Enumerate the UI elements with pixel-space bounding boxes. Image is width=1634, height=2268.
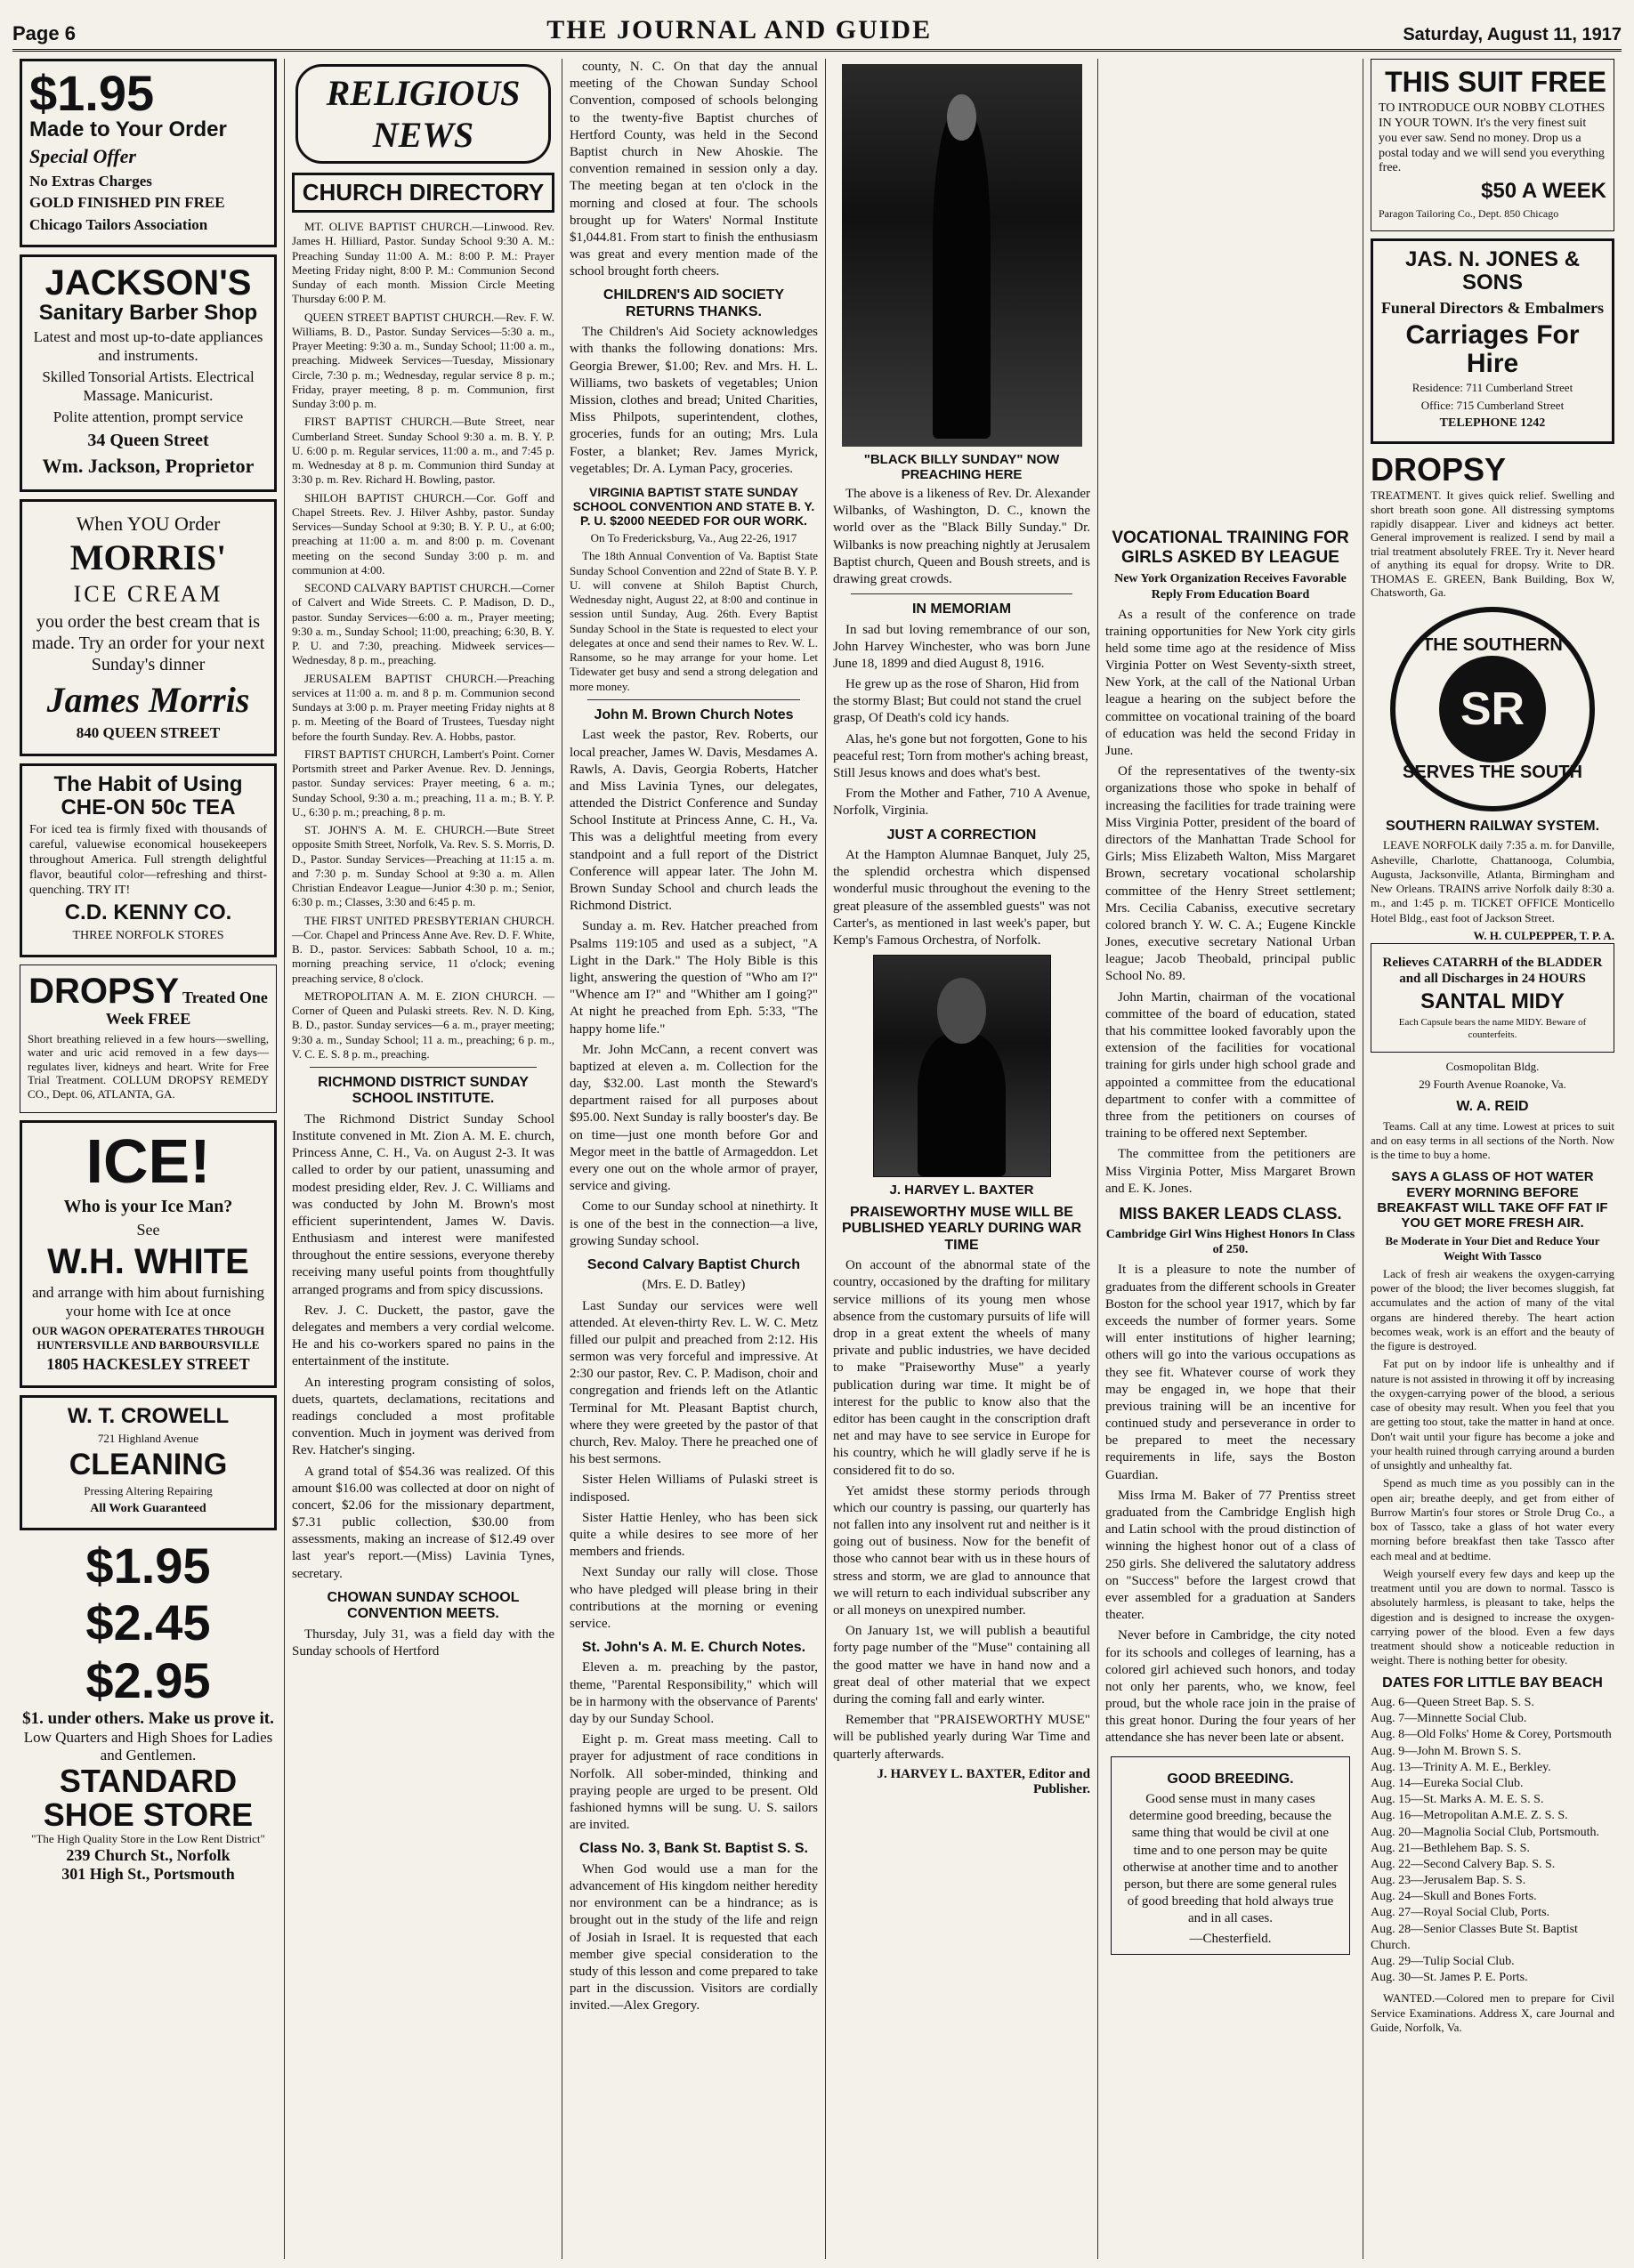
jones-name: JAS. N. JONES & SONS — [1404, 246, 1581, 295]
good-breeding-signature: —Chesterfield. — [1189, 1931, 1272, 1946]
free-suit-company: Paragon Tailoring Co., Dept. 850 Chicago — [1379, 206, 1559, 220]
reid-ad — [1371, 1060, 1614, 1163]
directory-entry: QUEEN STREET BAPTIST CHURCH.—Rev. F. W. Williams, B. D., Pastor. Sunday Services—5:30 a. m., Prayer Meeting: 9:30 a. m., Sunday School; 11:00 a. m., preaching. Midweek Services—Tuesday, Missionary Circle, 7:30 p. m.; Wednesday, regular service 8 p. m.; Friday, prayer meeting, 8 p. m. Communion, first Sunday 3:00 p. m. — [292, 310, 554, 410]
chowan-p1: Thursday, July 31, was a field day with the Sunday schools of Hertford — [292, 1626, 554, 1659]
stjohns-head: St. John's A. M. E. Church Notes. — [581, 1640, 806, 1656]
tassco-p4: Weigh yourself every few days and keep up the treatment until you are down to normal. Tassco is absolutely harmless, is pleasant to take, helps the digestion and is designed to increase the oxygen-carrying power of the blood. Even a few days treatment should show a noticeable reduction in weight. There is nothing better for obesity. — [1371, 1566, 1614, 1667]
vocational-p1: As a result of the conference on trade training opportunities for New York city girls held some time ago at the residence of Miss Virginia Potter on West Seventy-sixth street, New York, at the call of the National Urban league a hearing on the subject before the committee on vocational training of the board of education was held the second Friday in June. — [1105, 607, 1355, 758]
list-item: Aug. 8—Old Folks' Home & Corey, Portsmouth — [1371, 1728, 1612, 1742]
baxter-portrait — [873, 955, 1051, 1177]
jones-telephone: TELEPHONE 1242 — [1439, 416, 1546, 430]
ice-body: and arrange with him about furnishing your home with Ice at once — [31, 1284, 265, 1320]
brown-notes-p1: Last week the pastor, Rev. Roberts, our local preacher, James W. Davis, Mesdames A. Rawls, A. Davis, Georgia Roberts, Hatcher and Miss Lavinia Tynes, our delegates, attended the District Conference and Sunday School Institute at Princess Anne, C. H., Va. This was a delightful meeting from every standpoint and a full report of the District Conference will appear later. The John M. Brown Sunday School and church leads the Richmond District. — [570, 728, 818, 914]
directory-entry: MT. OLIVE BAPTIST CHURCH.—Linwood. Rev. James H. Hilliard, Pastor. Sunday School 9:30 A. M.: Preaching Sunday 11:00 A. M.: 8:00 P. M.: Prayer Meeting Friday night, 8:00 P. M.: Communion Second Sunday of each month. Mission Circle Meeting Thursday 6:00 P. M. — [292, 220, 554, 306]
jones-office: Office: 715 Cumberland Street — [1420, 398, 1565, 412]
list-item: Aug. 7—Minnette Social Club. — [1371, 1712, 1527, 1726]
dropsy-right-body: TREATMENT. It gives quick relief. Swelling and short breath soon gone. All distressing symptoms rapidly disappear. Liver and kidneys act better. General improvement is realized. I send by mail a trial treatment absolutely FREE. Try it. Never heard of anything its equal for dropsy. Write to DR. THOMAS E. GREEN, Bank Building, Box W, Chatsworth, Ga. — [1371, 488, 1614, 600]
wanted-ad: WANTED.—Colored men to prepare for Civil Service Examinations. Address X, care Journal and Guide, Norfolk, Va. — [1371, 1991, 1614, 2034]
photo-overflow-space — [1105, 59, 1355, 521]
crowell-name: W. T. CROWELL — [67, 1403, 230, 1428]
tassco-head: SAYS A GLASS OF HOT WATER EVERY MORNING BEFORE BREAKFAST WILL TAKE OFF FAT IF YOU GET MORE FRESH AIR. — [1377, 1169, 1608, 1231]
tassco-sub: Be Moderate in Your Diet and Reduce Your Weight With Tassco — [1385, 1234, 1600, 1263]
morris-body: you order the best cream that is made. Try an order for your next Sunday's dinner — [31, 612, 265, 675]
shoe-price-2: $2.45 — [85, 1594, 211, 1651]
ice-see: See — [136, 1220, 160, 1239]
tailor-ad — [20, 59, 277, 247]
aid-society-head: CHILDREN'S AID SOCIETY RETURNS THANKS. — [603, 287, 785, 319]
muse-signature: J. HARVEY L. BAXTER, Editor and Publisher. — [877, 1766, 1090, 1796]
list-item: Aug. 9—John M. Brown S. S. — [1371, 1744, 1522, 1758]
column-1-ads — [12, 59, 285, 2259]
morris-address: 840 QUEEN STREET — [76, 724, 221, 742]
brown-notes-p4: Come to our Sunday school at ninethirty. It is one of the best in the connection—a live, growing Sunday school. — [570, 1199, 818, 1248]
list-item: Aug. 29—Tulip Social Club. — [1371, 1955, 1515, 1968]
billy-sunday-caption: "BLACK BILLY SUNDAY" NOW PREACHING HERE — [863, 452, 1060, 482]
memoriam-signature: From the Mother and Father, 710 A Avenue, Norfolk, Virginia. — [833, 787, 1090, 819]
morris-signature: James Morris — [46, 680, 250, 721]
southern-body: LEAVE NORFOLK daily 7:35 a. m. for Danville, Asheville, Charlotte, Chattanooga, Columbia, Augusta, Jacksonville, Atlanta, Birmingham and New Orleans. TRAINS arrive Norfolk daily 8:30 a. m., and 1:45 p. m. TICKET OFFICE Monticello Hotel Bldg., east foot of Jackson Street. — [1371, 838, 1614, 924]
beach-dates-list — [1371, 1695, 1614, 1986]
directory-entry: ST. JOHN'S A. M. E. CHURCH.—Bute Street opposite Smith Street, Norfolk, Va. Rev. S. S. Morris, D. D., Pastor. Sunday Services—Preaching at 11:15 a. m. and 7:30 p. m. Sunday School at 9:30 a. m. Allen Christian Endeavor League—Junior 4:30 p. m.; Senior, 6:30 p. m.; Classes, 3:30 and 6:45 p. m. — [292, 823, 554, 909]
richmond-p2: Rev. J. C. Duckett, the pastor, gave the delegates and members a very cordial welcome. He and his co-workers spared no pains in the entertainment of the institute. — [292, 1303, 554, 1369]
southern-logo-mark: SR — [1439, 656, 1546, 763]
reid-building: Cosmopolitan Bldg. — [1445, 1059, 1540, 1073]
page-number: Page 6 — [12, 22, 76, 44]
directory-entry: FIRST BAPTIST CHURCH, Lambert's Point. Corner Portsmith street and Parker Avenue. Rev. D. Jennings, pastor. Sunday services: Prayer meeting, 6 a. m.; Sunday School, 9:30 a. m.; preaching, 11 a. m.; B. Y. P. U., 6:30 p. m.; preaching, 8 p. m. — [292, 747, 554, 819]
good-breeding-p1: Good sense must in many cases determine good breeding, because the same thing that would be civil at one time and to one person may be quite otherwise at another time and to another person, but there are some general rules of good breeding that hold always true and in all cases. — [1122, 1792, 1339, 1926]
calvary-p1: Last Sunday our services were well attended. At eleven-thirty Rev. L. W. C. Metz filled our pulpit and preached from 2:12. His sermon was very forceful and impressive. At 2:30 our pastor, Rev. C. P. Madison, choir and congregation and friends left on the Atlantic Terminal for Mt. Pleasant Baptist church, where they were greeted by the pastor of that church, Rev. Maloy. There he preached one of his best sermons. — [570, 1298, 818, 1467]
church-directory-list — [292, 220, 554, 1061]
ice-name: W.H. WHITE — [47, 1242, 249, 1282]
brown-notes-p3: Mr. John McCann, a recent convert was baptized at eleven a. m. Collection for the day, $32.00. Last month the Steward's department raised for all purposes about $95.00. Next Sunday is rally booster's day. Be on time—just one month before Gor and Megor meet in the battle of Armageddon. Let every one out on the whole armor of prayer, service and giving. — [570, 1042, 818, 1194]
virginia-convention-head: VIRGINIA BAPTIST STATE SUNDAY SCHOOL CONVENTION AND STATE B. Y. P. U. $2000 NEEDED FOR OUR WORK. — [572, 484, 815, 529]
vocational-p3: John Martin, chairman of the vocational committee of the board of education, stated that his committee looked favorably upon the extension of the facilities for vocational training for girls under high school grade and appointed a committee from the educational department to confer with a committee of three from the petitioners on courses of training to be offered next September. — [1105, 989, 1355, 1142]
list-item: Aug. 27—Royal Social Club, Ports. — [1371, 1906, 1550, 1920]
southern-agent: W. H. CULPEPPER, T. P. A. — [1473, 928, 1614, 942]
column-3 — [562, 59, 826, 2259]
class-p1: When God would use a man for the advancement of His kingdom neither heredity nor environment can be a hindrance; as is brought out in the study of the life and reign of Josiah in Israel. It is requested that each member give special consideration to the study of this lesson and come prepared to take part in the discussion. Visitors are cordially invited.—Alex Gregory. — [570, 1861, 818, 2014]
list-item: Aug. 13—Trinity A. M. E., Berkley. — [1371, 1760, 1551, 1774]
virginia-convention-p1: The 18th Annual Convention of Va. Baptist State Sunday School Convention and 22nd of State B. Y. P. U. will convene at Shiloh Baptist Church, Wednesday night, August 22, at 8:00 and continue in session until Sunday, Aug. 26th. Every Baptist Sunday School in the State is requested to elect your delegates at once and send their names to Rev. W. L. Ransome, so he may arrange for your home. Let Tidewater get busy and send a strong delegation and more money. — [570, 549, 818, 693]
calvary-p4: Next Sunday our rally will close. Those who have pledged will please bring in their contributions at the morning or evening service. — [570, 1565, 818, 1631]
directory-entry: METROPOLITAN A. M. E. ZION CHURCH. —Corner of Queen and Pulaski streets. Rev. N. D. King, B. D., pastor. Sunday services—6 a. m., prayer meeting; 9:30 a. m., Sunday School; 11 a. m., preaching; 6 p. m., V. C. E. S. 8 p. m., preaching. — [292, 989, 554, 1061]
billy-sunday-photo — [842, 64, 1082, 447]
beach-dates-head: DATES FOR LITTLE BAY BEACH — [1382, 1675, 1603, 1691]
stjohns-p2: Eight p. m. Great mass meeting. Call to prayer for adjustment of race conditions in Norfolk. All sober-minded, thinking and praying people are urged to be present. Old fashioned hymns will be sung. U. S. sailors are invited. — [570, 1732, 818, 1833]
good-breeding-box — [1111, 1756, 1350, 1955]
jones-residence: Residence: 711 Cumberland Street — [1412, 381, 1573, 395]
morris-ice-cream-ad — [20, 499, 277, 756]
free-suit-week: $50 A WEEK — [1481, 179, 1606, 204]
crowell-guarantee: All Work Guaranteed — [90, 1502, 206, 1515]
divider — [310, 1067, 537, 1068]
shoe-tag: "The High Quality Store in the Low Rent District" — [31, 1831, 265, 1845]
muse-p2: Yet amidst these stormy periods through which our country is passing, our quarterly has not fallen into any insolvent rut and neither is it going out of business. Now for the benefit of those who cannot bear with us in these hours of stress and storm, we are glad to announce that we will return to each individual subscriber any or all moneys on unexpired number. — [833, 1483, 1090, 1618]
crowell-cleaning-ad — [20, 1395, 277, 1530]
directory-entry: THE FIRST UNITED PRESBYTERIAN CHURCH.—Cor. Chapel and Princess Anne Ave. Rev. D. F. White, B. D., pastor. Services: Sabbath School, 10 a. m.; morning preaching service, 11 o'clock; evening preaching service, 8 o'clock. — [292, 913, 554, 985]
list-item: Aug. 23—Jerusalem Bap. S. S. — [1371, 1874, 1526, 1888]
list-item: Aug. 14—Eureka Social Club. — [1371, 1776, 1524, 1790]
list-item: Aug. 28—Senior Classes Bute St. Baptist Church. — [1371, 1922, 1578, 1952]
virginia-convention-sub: On To Fredericksburg, Va., Aug 22-26, 1917 — [590, 531, 797, 545]
jackson-line-3: Polite attention, prompt service — [53, 408, 244, 425]
church-directory-head: CHURCH DIRECTORY — [292, 173, 554, 213]
masthead — [12, 9, 1622, 52]
tailor-pin: GOLD FINISHED PIN FREE — [29, 194, 225, 212]
ice-question: Who is your Ice Man? — [63, 1196, 233, 1216]
list-item: Aug. 24—Skull and Bones Forts. — [1371, 1890, 1537, 1904]
richmond-p3: An interesting program consisting of solos, duets, quartets, declamations, recitations and readings concluded a most profitable convention. Much in joyment was derived from Rev. Hatcher's singing. — [292, 1375, 554, 1458]
tassco-p1: Lack of fresh air weakens the oxygen-carrying power of the blood; the liver becomes sluggish, fat accumulates and the action of many of the vital organs are hindered thereby. The heart action becomes weak, work is an effort and the beauty of the figure is destroyed. — [1371, 1266, 1614, 1353]
tea-stores: THREE NORFOLK STORES — [72, 928, 224, 942]
tailor-offer: Special Offer — [29, 145, 136, 168]
tea-ad — [20, 763, 277, 957]
calvary-p3: Sister Hattie Henley, who has been sick quite a while desires to see more of her members and friends. — [570, 1510, 818, 1560]
jackson-line-1: Latest and most up-to-date appliances and instruments. — [33, 328, 263, 364]
dropsy-ad-left — [20, 965, 277, 1113]
baker-p1: It is a pleasure to note the number of graduates from the different schools in Greater Boston for the school year 1917, which by far exceeds the number of former years. Some will enter institutions of higher learning; others will go into the various occupations as they see fit. Whatever course of work they may be engaged in, we hope that their previous training will be an incentive for continued study and perseverance in order to be prepared to meet the necessary requirements in life, says the Boston Guardian. — [1105, 1263, 1355, 1482]
shoe-address-2: 301 High St., Portsmouth — [61, 1864, 235, 1883]
jackson-proprietor: Wm. Jackson, Proprietor — [42, 455, 255, 478]
memoriam-verse-2: Alas, he's gone but not forgotten, Gone to his peaceful rest; Torn from mother's aching breast, Still Jesus knows and does what's best. — [833, 731, 1088, 781]
jackson-address: 34 Queen Street — [87, 431, 209, 451]
free-suit-body: TO INTRODUCE OUR NOBBY CLOTHES IN YOUR TOWN. It's the very finest suit you ever saw. Send no money. Drop us a postal today and we will send you everything free. — [1379, 101, 1606, 175]
dropsy-tag: Treated One Week FREE — [105, 988, 268, 1028]
jackson-barber-ad — [20, 254, 277, 492]
southern-logo-top: THE SOUTHERN — [1422, 635, 1563, 656]
chowan-head: CHOWAN SUNDAY SCHOOL CONVENTION MEETS. — [327, 1589, 520, 1622]
santal-midy-ad — [1371, 943, 1614, 1053]
southern-railway-logo — [1390, 607, 1595, 811]
free-suit-ad — [1371, 59, 1614, 231]
chowan-continued: county, N. C. On that day the annual meeting of the Chowan Sunday School Convention, composed of schools belonging to the twenty-five Baptist churches of Hertford County, was held in the Second Baptist church in New Ahoskie. The convention remained in session only a day. The meeting began at ten o'clock in the morning and closed at four. The schools brought up for Waters' Normal Institute $1,044.81. From start to finish the enthusiasm was great and every mention made of the school brought forth cheers. — [570, 60, 818, 279]
aid-society-p1: The Children's Aid Society acknowledges with thanks the following donations: Mrs. Georgia Brewer, $1.00; Rev. and Mrs. H. L. Williams, two baskets of vegetables; Union Mission, clothes and bread; United Charities, Miss Philpots, superintendent, clothes, groceries, funds for an outing; Mrs. Lula Foster, a blanket; Rev. James Myrick, vegetables; Dr. A. Lyman Pacy, groceries. — [570, 325, 818, 476]
list-item: Aug. 22—Second Calvery Bap. S. S. — [1371, 1857, 1556, 1871]
baker-p2: Miss Irma M. Baker of 77 Prentiss street graduated from the Cambridge English high and Latin school with the proud distinction of winning the highest honor out of a class of 250 girls. She delivered the salutatory address on "Success" before the largest crowd that ever assembled for a graduation at Sanders theater. — [1105, 1488, 1355, 1623]
richmond-head: RICHMOND DISTRICT SUNDAY SCHOOL INSTITUTE. — [318, 1075, 529, 1107]
correction-head: JUST A CORRECTION — [886, 827, 1037, 843]
shoe-store-ad — [20, 1538, 277, 1884]
crowell-services: Pressing Altering Repairing — [84, 1484, 213, 1498]
brown-notes-p2: Sunday a. m. Rev. Hatcher preached from Psalms 119:105 and used as a subject, "A Light in the Dark." The Holy Bible is this light, answering the question of "Who am I?" "Whence am I?" and "Whither am I going?" At night he preached from Eph. 5:33, "The happy home life." — [570, 919, 818, 1037]
directory-entry: JERUSALEM BAPTIST CHURCH.—Preaching services at 11:00 a. m. and 8 p. m. Communion second Sundays at 3:00 p. m. Prayer meeting Friday nights at 8 p. m. Meeting of the Board of Trustees, Tuesday night before the fourth Sunday. Rev. A. Hobbs, pastor. — [292, 671, 554, 743]
directory-entry: SECOND CALVARY BAPTIST CHURCH.—Corner of Calvert and Wide Streets. C. P. Madison, D. D., pastor. Sunday Services—6:00 a. m., Prayer meeting; 9:30 a. m., Sunday School; 11:00, preaching; 6:30, B. Y. P. U. and 7:30, preaching. Midweek services—Wednesday, 8 p. m., preaching. — [292, 581, 554, 667]
directory-entry: FIRST BAPTIST CHURCH.—Bute Street, near Cumberland Street. Sunday School 9:30 a. m. B. Y. P. U. 6:00 p. m. Regular services, 11:00 a. m., and 7:45 p. m. Wednesday at 8 p. m. Communion third Sunday at 3:30 p. m. Rev. Richard H. Bowling, pastor. — [292, 415, 554, 487]
muse-head: PRAISEWORTHY MUSE WILL BE PUBLISHED YEARLY DURING WAR TIME — [841, 1205, 1082, 1253]
jones-carriages: Carriages For Hire — [1405, 320, 1580, 378]
dropsy-ad-right — [1371, 451, 1614, 600]
column-5 — [1098, 59, 1363, 2259]
billy-sunday-text: The above is a likeness of Rev. Dr. Alexander Wilbanks, of Washington, D. C., known the world over as the "Black Billy Sunday." Dr. Wilbanks is now preaching nightly at Jerusalem Baptist church, Queen and Boush streets, and is drawing great crowds. — [833, 487, 1090, 586]
baker-sub: Cambridge Girl Wins Highest Honors In Class of 250. — [1105, 1227, 1355, 1257]
calvary-p2: Sister Helen Williams of Pulaski street is indisposed. — [570, 1473, 818, 1505]
muse-p1: On account of the abnormal state of the country, occasioned by the drafting for military service millions of its young men whose absence from the customary pursuits of life will drop in a great extent the wheels of many private and public industries, we have decided to make "Praiseworthy Muse" a yearly publication during war time. It might be of interest for the public to know also that the editor has been caught in the conscription draft net and may have to see service in Europe for his country, which he will gladly serve if he is considered fit to do so. — [833, 1258, 1090, 1478]
morris-lead: When YOU Order — [76, 512, 221, 535]
ice-head: ICE! — [85, 1126, 211, 1196]
tailor-association: Chicago Tailors Association — [29, 215, 208, 233]
free-suit-head: THIS SUIT FREE — [1385, 66, 1606, 98]
baker-head: MISS BAKER LEADS CLASS. — [1119, 1204, 1342, 1223]
shoe-store-name: STANDARD SHOE STORE — [43, 1762, 254, 1833]
tassco-p3: Spend as much time as you possibly can in the open air; breathe deeply, and get from either of Burrow Martin's four stores or Strole Drug Co., a box of Tassco, take a glass of hot water every morning before breakfast then take Tassco after each meal and at bedtime. — [1371, 1476, 1614, 1562]
correction-p1: At the Hampton Alumnae Banquet, July 25, the splendid orchestra which dispensed wonderful music throughout the evening to the great pleasure of the assembled guests" was not Carter's, as mentioned in last week's paper, but Kemp's Famous Orchestra, of Norfolk. — [833, 847, 1090, 948]
tailor-price: $1.95 — [29, 65, 155, 121]
column-6-ads — [1363, 59, 1622, 2259]
jackson-name: JACKSON'S — [44, 262, 252, 303]
richmond-p4: A grand total of $54.36 was realized. Of this amount $16.00 was collected at door on night of concert, $2.06 for the missionary department, $7.31 public collection, $30.00 from assessments, making an increase of $12.49 over last year's report.—(Miss) Lavinia Tynes, secretary. — [292, 1464, 554, 1581]
jones-funeral-ad — [1371, 238, 1614, 444]
muse-p4: Remember that "PRAISEWORTHY MUSE" will be published yearly during War Time and quarterly afterwards. — [833, 1713, 1090, 1762]
class-head: Class No. 3, Bank St. Baptist S. S. — [579, 1841, 808, 1857]
good-breeding-head: GOOD BREEDING. — [1167, 1771, 1294, 1787]
memoriam-head: IN MEMORIAM — [911, 601, 1012, 617]
memoriam-verse-1: He grew up as the rose of Sharon, Hid from the stormy Blast; But could not stand the cruel grasp, Of Death's cold icy hands. — [833, 677, 1082, 726]
column-4 — [826, 59, 1098, 2259]
tailor-extras: No Extras Charges — [29, 172, 152, 190]
dropsy-right-head: DROPSY — [1371, 451, 1507, 488]
southern-head: SOUTHERN RAILWAY SYSTEM. — [1385, 819, 1600, 835]
richmond-p1: The Richmond District Sunday School Institute convened in Mt. Zion A. M. E. church, Princess Anne, C. H., Va. on August 2-3. It was called to order by our patient, unassuming and modest presiding elder, Rev. J. C. Williams and was conducted by John M. Brown's most efficient superintendent, James W. Davis. Enthusiasm and interest were manifested throughout the entire sessions, everyone thereby receiving many useful points from thoughtfully arranged programs and from spicy discussions. — [292, 1111, 554, 1297]
brown-notes-head: John M. Brown Church Notes — [594, 706, 794, 722]
ice-ad — [20, 1120, 277, 1388]
tea-body: For iced tea is firmly fixed with thousands of careful, valuewise economical housekeepers throughout America. Full strength delightful flavor, beautiful color—refreshing and thirst-quenching. TRY IT! — [29, 823, 267, 897]
morris-name: MORRIS' — [69, 537, 227, 578]
newspaper-title: THE JOURNAL AND GUIDE — [546, 15, 933, 44]
ice-wagons: OUR WAGON OPERATERATES THROUGH HUNTERSVILLE AND BARBOURSVILLE — [32, 1323, 264, 1352]
calvary-byline: (Mrs. E. D. Batley) — [642, 1278, 746, 1293]
column-2-religious — [285, 59, 562, 2259]
vocational-head: VOCATIONAL TRAINING FOR GIRLS ASKED BY LEAGUE — [1112, 529, 1349, 567]
issue-date: Saturday, August 11, 1917 — [1403, 25, 1622, 44]
reid-address: 29 Fourth Avenue Roanoke, Va. — [1419, 1077, 1566, 1091]
santal-note: Each Capsule bears the name MIDY. Beware of counterfeits. — [1398, 1017, 1587, 1040]
jackson-sub: Sanitary Barber Shop — [38, 300, 258, 325]
stjohns-p1: Eleven a. m. preaching by the pastor, theme, "Parental Responsibility," which will be in harmony with the observance of Parents' day by our Sunday School. — [570, 1660, 818, 1727]
calvary-head: Second Calvary Baptist Church — [586, 1256, 801, 1272]
shoe-note: $1. under others. Make us prove it. — [22, 1708, 274, 1728]
jackson-line-2: Skilled Tonsorial Artists. Electrical Massage. Manicurist. — [42, 368, 255, 404]
tea-head: The Habit of Using CHE-ON 50c TEA — [53, 771, 243, 820]
vocational-p4: The committee from the petitioners are Miss Virginia Potter, Miss Margaret Brown and E. K. Jones. — [1105, 1147, 1355, 1196]
list-item: Aug. 21—Bethlehem Bap. S. S. — [1371, 1841, 1530, 1855]
list-item: Aug. 16—Metropolitan A.M.E. Z. S. S. — [1371, 1809, 1568, 1823]
morris-kind: ICE CREAM — [73, 581, 223, 608]
divider — [851, 593, 1072, 594]
tassco-p2: Fat put on by indoor life is unhealthy and if nature is not assisted in throwing it off by increasing the oxygen-carrying power of the blood, a serious case of obesity may result. When you feel that you are getting too stout, take the matter in hand at once. Don't wait until your figure has become a joke and your health ruined through carrying around a burden of unsightly and unhealthy fat. — [1371, 1357, 1614, 1473]
baxter-caption: J. HARVEY L. BAXTER — [889, 1182, 1034, 1199]
divider — [587, 699, 800, 700]
santal-head: Relieves CATARRH of the BLADDER and all Discharges in 24 HOURS — [1382, 955, 1603, 986]
memoriam-p1: In sad but loving remembrance of our son, John Harvey Winchester, who was born June June 18, 1899 and died August 8, 1916. — [833, 622, 1090, 671]
shoe-address-1: 239 Church St., Norfolk — [66, 1845, 231, 1864]
shoe-line: Low Quarters and High Shoes for Ladies and Gentlemen. — [23, 1728, 273, 1764]
dropsy-body: Short breathing relieved in a few hours—swelling, water and uric acid removed in a few days—regulates liver, kidneys and heart. Write for Free Trial Treatment. COLLUM DROPSY REMEDY CO., Dept. 06, ATLANTA, GA. — [28, 1031, 269, 1101]
muse-p3: On January 1st, we will publish a beautiful forty page number of the "Muse" containing all the good matter we have in hand now and a great deal of other material that we expect during the coming fall and early winter. — [833, 1624, 1090, 1707]
vocational-p2: Of the representatives of the twenty-six organizations those who spoke in behalf of increasing the facilities for trade training were Miss Virginia Potter, president of the board of directors of the Manhattan Trade School for Girls; Miss Elizabeth Walton, Miss Margaret Brown, secretary vocational scholarship committee of the Henry Street settlement; Mrs. Cecilia Cabaniss, executive secretary colored branch Y. W. C. A.; Eugene Kinckle Jones, executive secretary National Urban league; Jacob Theobald, principal public School No. 89. — [1105, 764, 1355, 984]
list-item: Aug. 15—St. Marks A. M. E. S. S. — [1371, 1793, 1544, 1807]
crowell-cleaning: CLEANING — [69, 1447, 228, 1481]
santal-brand: SANTAL MIDY — [1420, 989, 1565, 1013]
ice-address: 1805 HACKESLEY STREET — [46, 1355, 250, 1374]
dropsy-head: DROPSY — [28, 971, 180, 1011]
list-item: Aug. 20—Magnolia Social Club, Portsmouth. — [1371, 1825, 1600, 1839]
religious-news-banner: RELIGIOUS NEWS — [295, 64, 551, 164]
tailor-headline: Made to Your Order — [29, 117, 227, 141]
list-item: Aug. 30—St. James P. E. Ports. — [1371, 1971, 1528, 1985]
tea-brand: C.D. KENNY CO. — [64, 900, 232, 925]
reid-name: W. A. REID — [1456, 1099, 1529, 1115]
vocational-sub: New York Organization Receives Favorable Reply From Education Board — [1114, 571, 1347, 601]
directory-entry: SHILOH BAPTIST CHURCH.—Cor. Goff and Chapel Streets. Rev. J. Hilver Ashby, pastor. Sunday Services—Sunday School at 9:30; B. Y. P. U., at 6:00; preaching at 11:00 a. m. and 8:00 p. m. Covenant meeting on the second Sunday 3:00 p. m. and communion at 4:00. — [292, 490, 554, 577]
jones-sub: Funeral Directors & Embalmers — [1380, 298, 1605, 317]
southern-logo-bottom: SERVES THE SOUTH — [1403, 763, 1582, 783]
crowell-address: 721 Highland Avenue — [97, 1432, 199, 1446]
shoe-price-1: $1.95 — [85, 1537, 211, 1594]
list-item: Aug. 6—Queen Street Bap. S. S. — [1371, 1696, 1534, 1709]
baker-p3: Never before in Cambridge, the city noted for its schools and colleges of learning, has a colored girl achieved such honors, and today not only her parents, who, we know, feel proud, but the whole race join in the praise of this great honor. During the four years of her attendance she has never been late or absent. — [1105, 1628, 1355, 1746]
shoe-price-3: $2.95 — [85, 1651, 211, 1708]
reid-body: Teams. Call at any time. Lowest at prices to suit and on easy terms in all sections of the North. Now is the time to buy a home. — [1371, 1118, 1614, 1162]
